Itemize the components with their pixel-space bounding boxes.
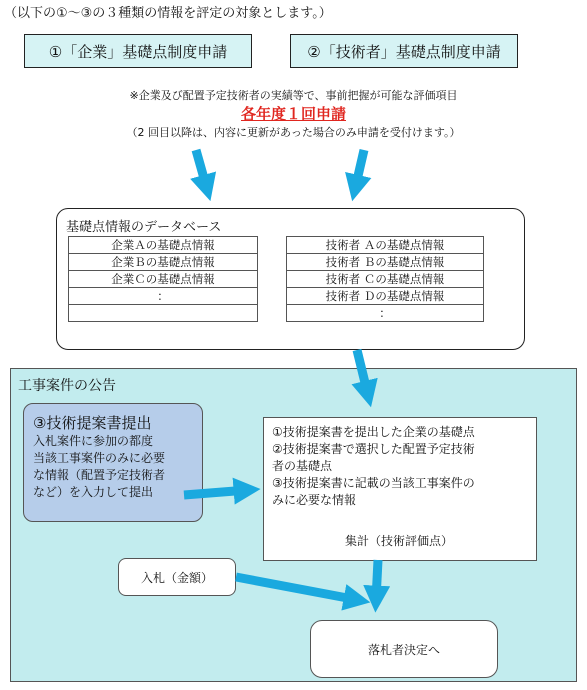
proposal-line: など）を入力して提出 (33, 485, 154, 499)
company-application-label: ①「企業」基礎点制度申請 (48, 42, 228, 61)
tally-line: ③技術提案書に記載の当該工事案件の (272, 476, 475, 490)
table-cell: ： (69, 288, 258, 305)
arrow-company-to-db (196, 150, 207, 189)
arrow-tally-to-award (376, 560, 378, 600)
table-cell: 技術者 Ｂの基礎点情報 (287, 254, 484, 271)
database-title: 基礎点情報のデータベース (66, 220, 222, 235)
table-cell: 企業Ａの基礎点情報 (69, 237, 258, 254)
table-cell: 技術者 Ｃの基礎点情報 (287, 271, 484, 288)
note-line1: ※企業及び配置予定技術者の実績等で、事前把握が可能な評価項目 (129, 89, 458, 102)
engineer-application-label: ②「技術者」基礎点制度申請 (307, 42, 501, 61)
table-cell: 技術者 Ｄの基礎点情報 (287, 288, 484, 305)
tally-line: みに必要な情報 (272, 493, 357, 507)
note-annual-application: 各年度１回申請 (240, 105, 346, 123)
arrow-bid-to-award (236, 577, 358, 600)
arrow-proposal-to-tally (184, 490, 248, 495)
intro-text: （以下の①～③の３種類の情報を評定の対象とします。） (4, 6, 332, 21)
note-line3: （2 回目以降は、内容に更新があった場合のみ申請を受付けます。） (126, 126, 461, 139)
arrow-db-to-tally (357, 350, 368, 395)
proposal-line: な情報（配置予定技術者 (33, 468, 166, 482)
tally-line: ②技術提案書で選択した配置予定技術 (272, 442, 475, 456)
table-cell: 企業Ｂの基礎点情報 (69, 254, 258, 271)
table-cell: ： (287, 305, 484, 322)
announcement-title: 工事案件の公告 (18, 378, 116, 394)
table-cell: 企業Ｃの基礎点情報 (69, 271, 258, 288)
proposal-title: ③技術提案書提出 (33, 414, 152, 432)
tally-line: ①技術提案書を提出した企業の基礎点 (272, 425, 475, 439)
table-cell: 技術者 Ａの基礎点情報 (287, 237, 484, 254)
award-label: 落札者決定へ (367, 642, 440, 657)
proposal-line: 当該工事案件のみに必要 (33, 451, 166, 465)
arrow-engineer-to-db (355, 150, 364, 189)
proposal-line: 入札案件に参加の都度 (33, 434, 154, 448)
tally-footer: 集計（技術評価点） (344, 534, 453, 548)
bid-label: 入札（金額） (140, 570, 213, 585)
tally-line: 者の基礎点 (272, 459, 333, 473)
